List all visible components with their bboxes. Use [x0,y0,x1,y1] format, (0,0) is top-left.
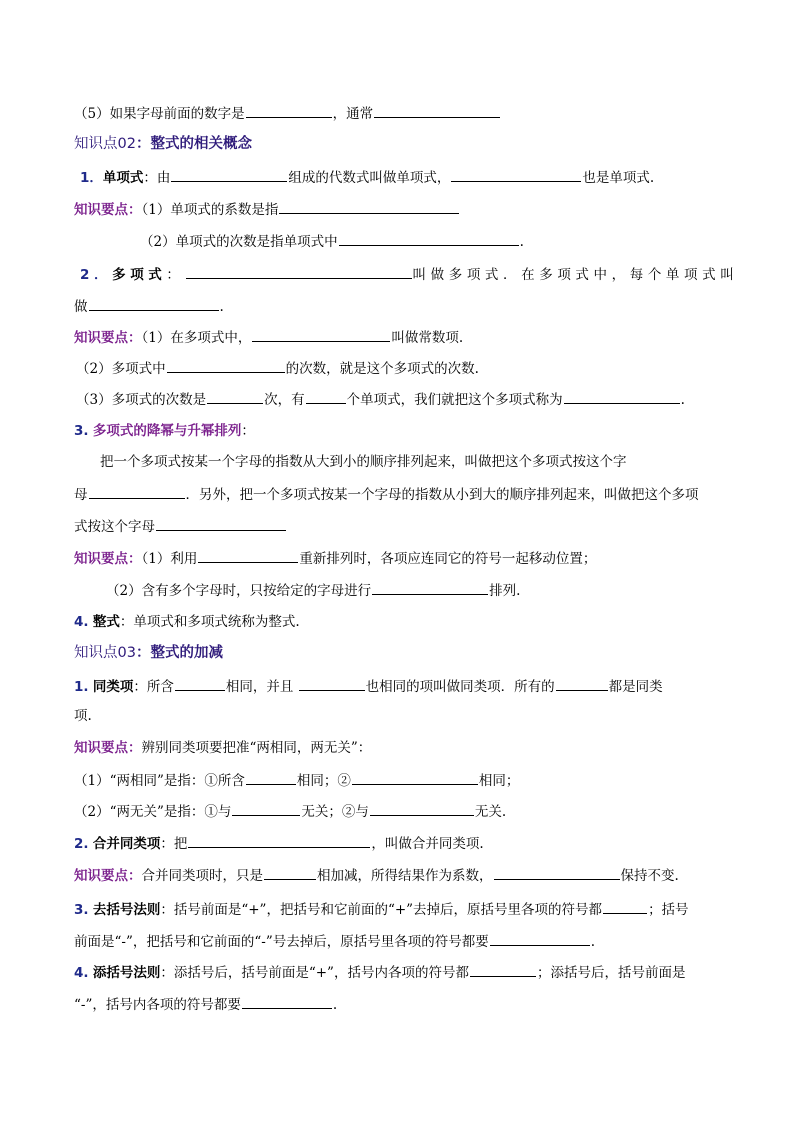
fill-blank[interactable] [156,516,286,531]
fill-blank[interactable] [603,899,647,914]
section-heading-02: 知识点02：整式的相关概念 [74,136,252,152]
fill-blank[interactable] [175,676,225,691]
item-like-terms: 1. 同类项：所含 相同，并且 也相同的项叫做同类项．所有的 都是同类 [74,676,663,697]
key-point-line: （2）单项式的次数是指单项式中 . [140,231,524,252]
item-5: （5）如果字母前面的数字是 ，通常 [74,103,501,124]
fill-blank[interactable] [306,389,346,404]
fill-blank[interactable] [370,801,474,816]
key-point-line: （3）多项式的次数是 次，有 个单项式，我们就把这个多项式称为 . [76,389,685,410]
fill-blank[interactable] [451,167,581,182]
fill-blank[interactable] [89,296,219,311]
fill-blank[interactable] [198,548,298,563]
fill-blank[interactable] [494,865,620,880]
key-point-line: （1）“两相同”是指：①所含 相同；② 相同； [74,770,519,791]
item-polynomial-def: 4. 整式：单项式和多项式统称为整式. [74,614,300,630]
fill-blank[interactable] [339,231,519,246]
item-add-brackets-cont: “-”，括号内各项的符号都要 . [74,994,337,1015]
fill-blank[interactable] [352,770,478,785]
fill-blank[interactable] [188,833,370,848]
fill-blank[interactable] [207,389,263,404]
item-monomial: 1．单项式：由 组成的代数式叫做单项式， 也是单项式. [80,167,654,188]
item-remove-brackets: 3. 去括号法则：括号前面是“+”，把括号和它前面的“+”去掉后，原括号里各项的符号都 ；括号 [74,899,689,920]
section-heading-03: 知识点03：整式的加减 [74,645,223,661]
item-polynomial-cont: 做 . [74,296,224,317]
key-point: 知识要点：（1）单项式的系数是指 [74,199,460,220]
fill-blank[interactable] [470,962,536,977]
key-point: 知识要点：辨别同类项要把准“两相同，两无关”： [74,740,372,756]
item-remove-brackets-cont: 前面是“-”，把括号和它前面的“-”号去掉后，原括号里各项的符号都要 . [74,931,595,952]
item-combine: 2. 合并同类项：把 ，叫做合并同类项. [74,833,484,854]
key-point-line: （2）含有多个字母时，只按给定的字母进行 排列. [106,580,520,601]
fill-blank[interactable] [556,676,608,691]
fill-blank[interactable] [246,103,332,118]
fill-blank[interactable] [372,580,488,595]
fill-blank[interactable] [279,199,459,214]
fill-blank[interactable] [242,994,332,1009]
fill-blank[interactable] [564,389,680,404]
fill-blank[interactable] [264,865,316,880]
paragraph-line: 式按这个字母 [74,516,287,537]
key-point-line: （2）多项式中 的次数，就是这个多项式的次数. [76,358,479,379]
item-add-brackets: 4. 添括号法则：添括号后，括号前面是“+”，括号内各项的符号都 ；添括号后，括号前面是 [74,962,685,983]
fill-blank[interactable] [252,327,390,342]
paragraph-line: 把一个多项式按某一个字母的指数从大到小的顺序排列起来，叫做把这个多项式按这个字 [100,454,627,470]
fill-blank[interactable] [167,358,285,373]
fill-blank[interactable] [246,770,296,785]
fill-blank[interactable] [232,801,300,816]
fill-blank[interactable] [374,103,500,118]
key-point: 知识要点：（1）在多项式中， 叫做常数项. [74,327,463,348]
item-like-terms-cont: 项. [74,708,92,724]
item-polynomial: 2．多项式： 叫做多项式．在多项式中，每个单项式叫 [80,264,738,285]
key-point: 知识要点：（1）利用 重新排列时，各项应连同它的符号一起移动位置； [74,548,596,569]
item-ordering: 3. 多项式的降幂与升幂排列： [74,423,255,439]
fill-blank[interactable] [490,931,590,946]
key-point-line: （2）“两无关”是指：①与 无关；②与 无关. [74,801,506,822]
paragraph-line: 母 ．另外，把一个多项式按某一个字母的指数从小到大的顺序排列起来，叫做把这个多项 [74,484,699,505]
fill-blank[interactable] [171,167,287,182]
fill-blank[interactable] [299,676,365,691]
fill-blank[interactable] [89,484,185,499]
key-point: 知识要点：合并同类项时，只是 相加减，所得结果作为系数， 保持不变. [74,865,679,886]
fill-blank[interactable] [186,264,412,279]
